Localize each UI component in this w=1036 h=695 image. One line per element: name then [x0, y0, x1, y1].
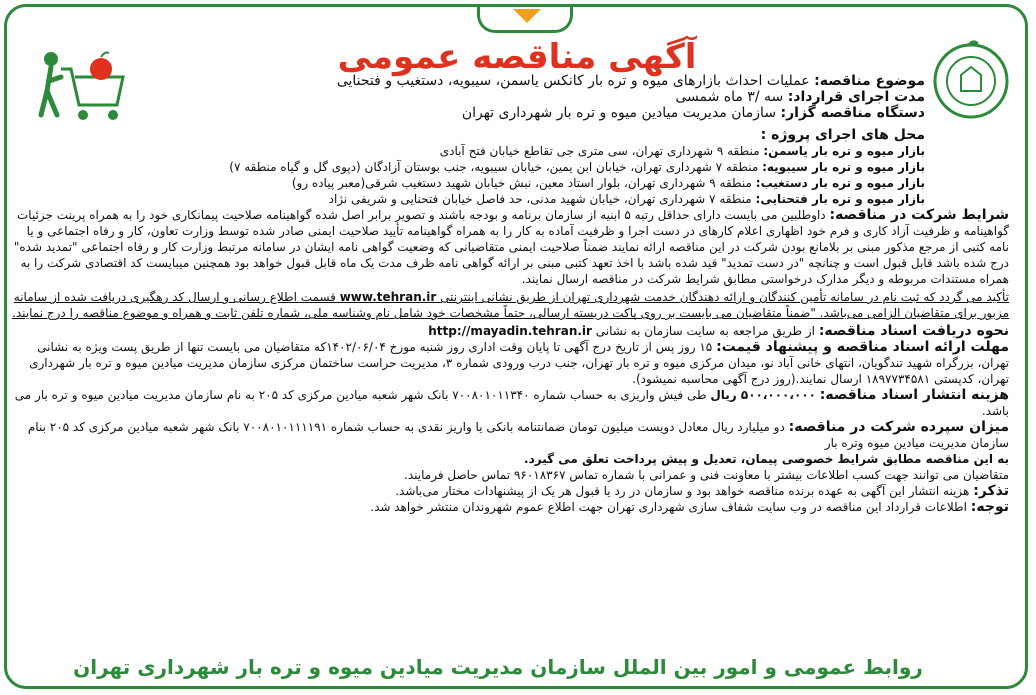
- location-label: بازار میوه و تره بار فتحنایی:: [755, 192, 925, 206]
- duration-label: مدت اجرای قرارداد:: [787, 89, 925, 105]
- organization-logo-icon: [927, 35, 1015, 123]
- footer-text: روابط عمومی و امور بین الملل سازمان مدیریت میادین میوه و تره بار شهرداری تهران: [73, 655, 923, 679]
- registration-note: [7, 289, 1009, 321]
- duration-value: سه /۳ ماه شمسی: [675, 89, 784, 105]
- attention-label: توجه:: [970, 499, 1009, 515]
- subject-label: موضوع مناقصه:: [814, 73, 925, 89]
- notice-frame: [4, 4, 1028, 689]
- location-value: منطقه ۹ شهرداری تهران، سی متری جی تقاطع خیابان فتح آبادی: [439, 144, 760, 158]
- reminder-label: تذکر:: [973, 483, 1009, 499]
- deadline-text: ۱۵ روز پس از تاریخ درج آگهی تا پایان وقت اداری روز شنبه مورخ ۱۴۰۲/۰۶/۰۴که متقاضیان می بایست تنها از طریق پست ویژه به نشانی تهران، بزرگراه شهید تندگویان، انتهای خانی آباد نو، میدان مرکزی میوه و تره بار تهران، جنب درب ورودی شماره ۳، مدیریت حراست ساختمان مرکزی سازمان مدیریت میادین میوه و تره بار شهرداری تهران، کدپستی ۱۸۹۷۷۳۴۵۸۱ ارسال نمایند.(روز درج آگهی محاسبه نمیشود).: [29, 340, 1009, 386]
- locations-heading: محل های اجرای پروژه :: [760, 127, 925, 143]
- deposit-label: میزان سپرده شرکت در مناقصه:: [788, 419, 1009, 435]
- notice-title: آگهی مناقصه عمومی: [337, 37, 697, 77]
- note-text: تأکید می گردد که ثبت نام در سامانه تأمین کنندگان و ارائه دهندگان خدمت شهرداری تهران از طریق نشانی اینترنتی: [440, 290, 1009, 304]
- triangle-icon: [513, 9, 541, 23]
- fee-amount: ۵۰۰،۰۰۰،۰۰۰ ریال: [710, 388, 816, 402]
- location-label: بازار میوه و تره بار سیبویه:: [762, 160, 925, 174]
- notice-body: [12, 73, 1009, 515]
- location-value: منطقه ۹ شهرداری تهران، بلوار استاد معین، نبش خیابان شهید دستغیب شرقی(معبر پیاده رو): [291, 176, 752, 190]
- fee-text: طی فیش واریزی به حساب شماره ۷۰۰۸۰۱۰۱۱۳۴۰ بانک شهر شعبه میادین مرکزی کد ۲۰۵ به نام سازمان مدیریت میادین میوه و تره بار می باشد.: [14, 388, 1009, 418]
- contact-text: متقاضیان می توانند جهت کسب اطلاعات بیشتر با معاونت فنی و عمرانی با شماره تماس ۹۶۰۱۸۳۶۷ تماس حاصل فرمایند.: [404, 468, 1009, 482]
- fee-label: هزینه انتشار اسناد مناقصه:: [819, 387, 1009, 403]
- docs-text: از طریق مراجعه به سایت سازمان به نشانی: [595, 324, 815, 338]
- deadline-label: مهلت ارائه اسناد مناقصه و پیشنهاد قیمت:: [716, 339, 1009, 355]
- location-value: منطقه ۷ شهرداری تهران، خیابان شهید مدنی، حد فاصل خیابان فتحنایی و شریفی نژاد: [328, 192, 752, 206]
- conditions-label: شرایط شرکت در مناقصه:: [829, 207, 1009, 223]
- conditions-text: داوطلبین می بایست دارای حداقل رتبه ۵ ابنیه از سازمان برنامه و بودجه باشند و تصویر برابر اصل شده گواهینامه صلاحیت پیمانکاری خود را به همراه پرینت جزئیات گواهینامه و ظرفیت آزاد کاری و فرم خود اظهاری اعلام کارهای در دست اجرا و ظرفیت آماده به کار را به همراه گواهینامه تأیید صلاحیت ایمنی صادر شده توسط وزارت تعاون، کار و رفاه اجتماعی و یا نامه کتبی از مرجع مذکور مبنی بر بلامانع بودن شرکت در این مناقصه ارائه نمایند ضمناً صلاحیت ایمنی متقاضیانی که وضعیت گواهی نامه ایشان در سامانه مرتبط وزارت کار و رفاه اجتماعی "تمدید شده" درج شده باشد قابل قبول است و چنانچه "در دست تمدید" قید شده باشد با اخذ تعهد کتبی مبنی بر ارائه گواهی نامه ظرف مدت یک ماه قابل قبول خواهد بود همچنین میبایست کد اقتصادی شرکت را به همراه مستندات مربوطه و دیگر مدارک درخواستی مطابق شرایط شرکت در مناقصه ارسال نمایند.: [13, 208, 1009, 286]
- location-label: بازار میوه و تره بار یاسمن:: [763, 144, 925, 158]
- top-tab: [477, 5, 573, 33]
- reminder-text: هزینه انتشار این آگهی به عهده برنده مناقصه خواهد بود و سازمان در رد یا قبول هر یک از پیشنهادات مختار می‌باشد.: [395, 484, 970, 498]
- authority-value: سازمان مدیریت میادین میوه و تره بار شهرداری تهران: [461, 105, 777, 121]
- tehran-link[interactable]: www.tehran.ir: [339, 290, 437, 304]
- location-value: منطقه ۷ شهرداری تهران، خیابان ابن یمین، خیابان سیبویه، جنب بوستان آزادگان (دپوی گل و گیاه منطقه ۷): [229, 160, 759, 174]
- subject-value: عملیات احداث بازارهای میوه و تره بار کانکس یاسمن، سیبویه، دستغیب و فتحنایی: [336, 73, 810, 89]
- deposit-text: دو میلیارد ریال معادل دویست میلیون تومان ضمانتنامه بانکی یا واریز نقدی به حساب شماره ۷۰۰۸۰۱۰۱۱۱۱۹۱ بانک شهر شعبه میادین مرکزی کد ۲۰۵ بنام سازمان مدیریت میادین میوه وتره بار: [27, 420, 1009, 450]
- deposit-terms: به این مناقصه مطابق شرایط خصوصی پیمان، تعدیل و پیش پرداخت تعلق می گیرد.: [524, 452, 1009, 466]
- authority-label: دستگاه مناقصه گزار:: [780, 105, 925, 121]
- location-label: بازار میوه و تره بار دستغیب:: [755, 176, 925, 190]
- attention-text: اطلاعات قرارداد این مناقصه در وب سایت شفاف سازی شهرداری تهران جهت اطلاع عموم شهروندان منتشر خواهد شد.: [370, 500, 967, 514]
- note-text-2: قسمت اطلاع رسانی و ارسال کد رهگیری دریافت شده از سامانه مزبور برای متقاضیان الزامی می‌باشد. "ضمناً متقاضیان می بایست بر روی پاکت دریسته ارسالی، حتماً مشخصات خود شامل نام وشناسه ملی، شماره تلفن ثابت و همراه و موضوع مناقصه را درج نمایند.: [12, 290, 1009, 320]
- docs-label: نحوه دریافت اسناد مناقصه:: [818, 323, 1009, 339]
- mayadin-link[interactable]: http://mayadin.tehran.ir: [428, 324, 592, 338]
